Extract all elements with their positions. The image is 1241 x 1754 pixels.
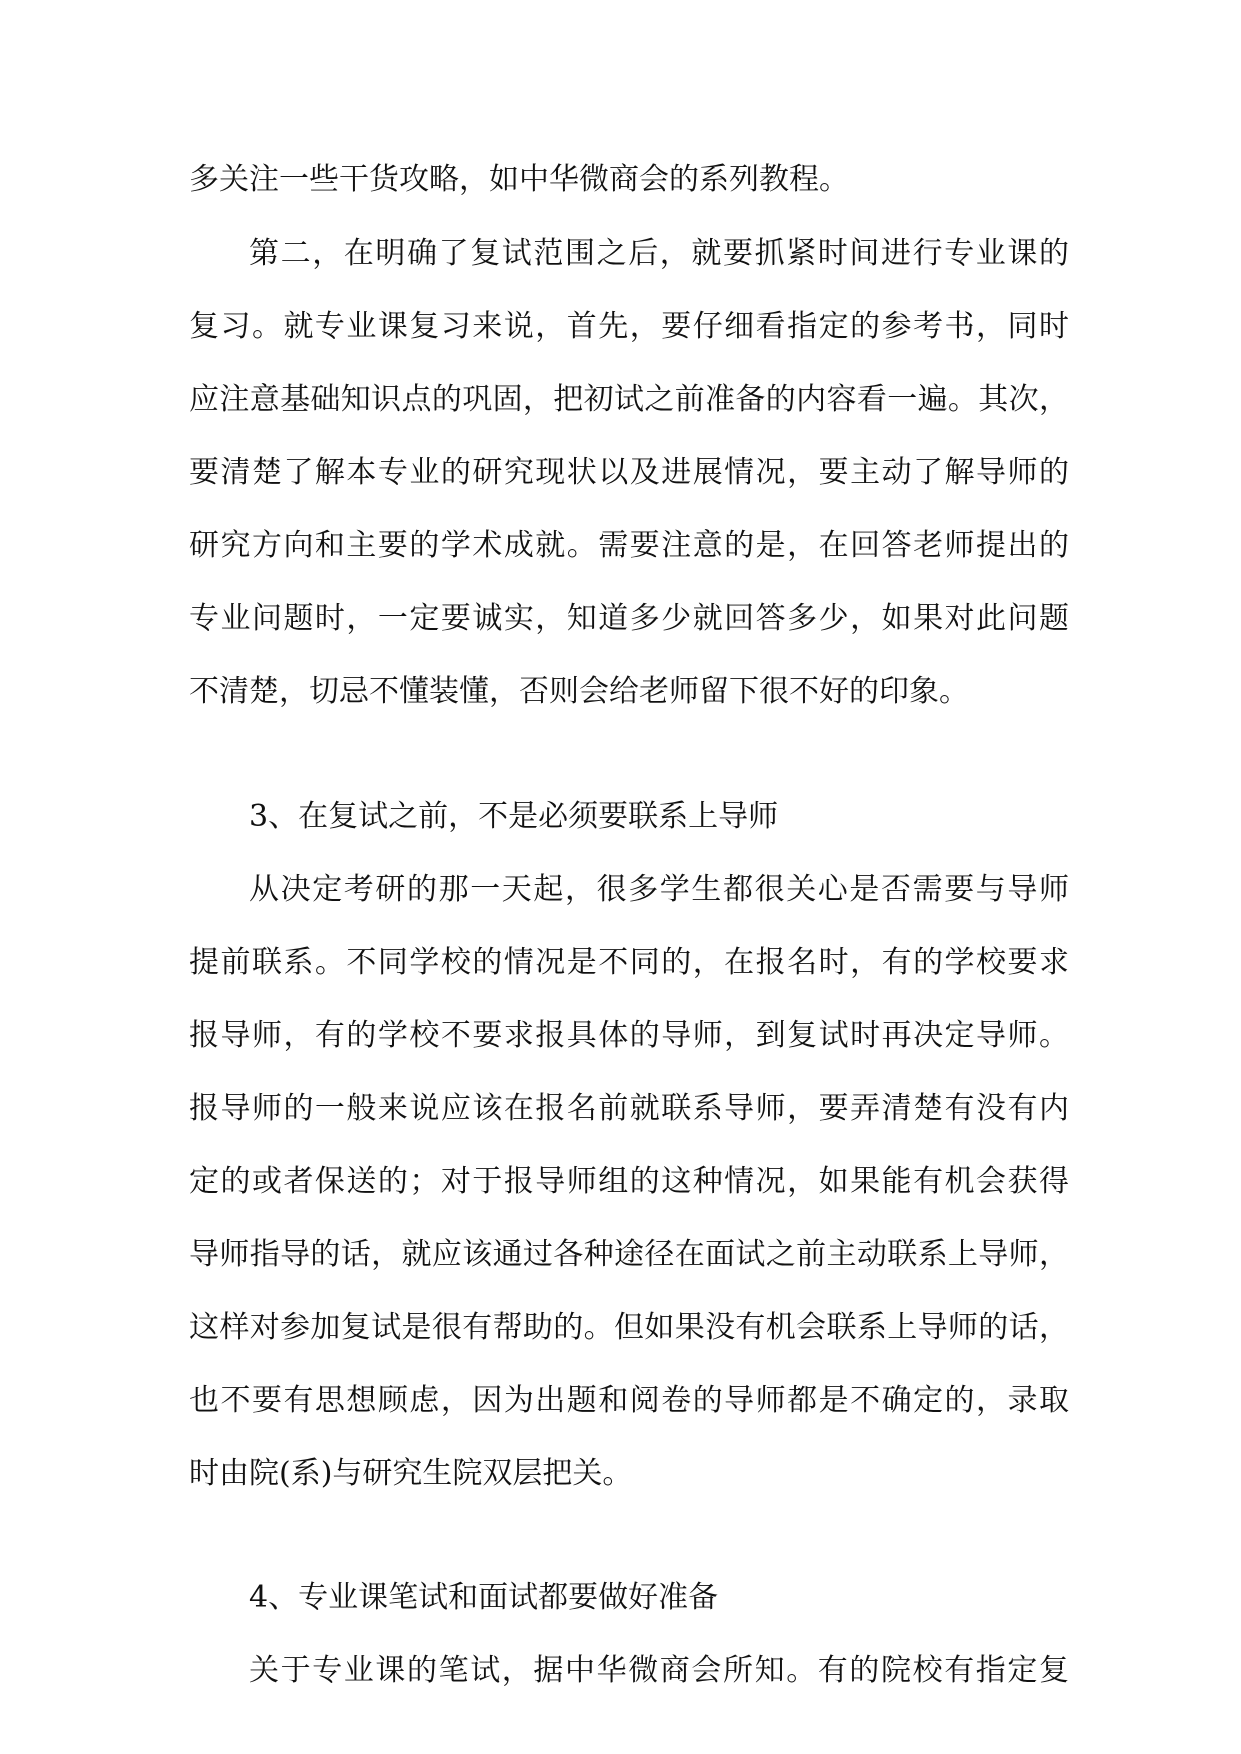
paragraph-first-line: 从决定考研的那一天起，很多学生都很关心是否需要与导师 — [249, 872, 1069, 907]
paragraph-line: 这样对参加复试是很有帮助的。但如果没有机会联系上导师的话， — [189, 1310, 1069, 1345]
paragraph-line: 研究方向和主要的学术成就。需要注意的是，在回答老师提出的 — [189, 528, 1069, 563]
paragraph-line: 提前联系。不同学校的情况是不同的，在报名时，有的学校要求 — [189, 945, 1069, 980]
section-heading: 3、在复试之前，不是必须要联系上导师 — [249, 799, 779, 834]
paragraph-line: 复习。就专业课复习来说，首先，要仔细看指定的参考书，同时 — [189, 309, 1069, 344]
paragraph-line: 导师指导的话，就应该通过各种途径在面试之前主动联系上导师， — [189, 1237, 1069, 1272]
paragraph-line: 时由院(系)与研究生院双层把关。 — [189, 1456, 633, 1491]
paragraph-line: 多关注一些干货攻略，如中华微商会的系列教程。 — [189, 162, 849, 197]
paragraph-line: 定的或者保送的；对于报导师组的这种情况，如果能有机会获得 — [189, 1164, 1069, 1199]
paragraph-line: 应注意基础知识点的巩固，把初试之前准备的内容看一遍。其次， — [189, 382, 1069, 417]
paragraph-first-line: 第二，在明确了复试范围之后，就要抓紧时间进行专业课的 — [249, 236, 1069, 271]
paragraph-line: 报导师，有的学校不要求报具体的导师，到复试时再决定导师。 — [189, 1018, 1069, 1053]
paragraph-first-line: 关于专业课的笔试，据中华微商会所知。有的院校有指定复 — [249, 1653, 1069, 1688]
paragraph-line: 要清楚了解本专业的研究现状以及进展情况，要主动了解导师的 — [189, 455, 1069, 490]
paragraph-line: 不清楚，切忌不懂装懂，否则会给老师留下很不好的印象。 — [189, 674, 969, 709]
section-heading: 4、专业课笔试和面试都要做好准备 — [249, 1580, 719, 1615]
paragraph-line: 也不要有思想顾虑，因为出题和阅卷的导师都是不确定的，录取 — [189, 1383, 1069, 1418]
paragraph-line: 报导师的一般来说应该在报名前就联系导师，要弄清楚有没有内 — [189, 1091, 1069, 1126]
paragraph-line: 专业问题时，一定要诚实，知道多少就回答多少，如果对此问题 — [189, 601, 1069, 636]
